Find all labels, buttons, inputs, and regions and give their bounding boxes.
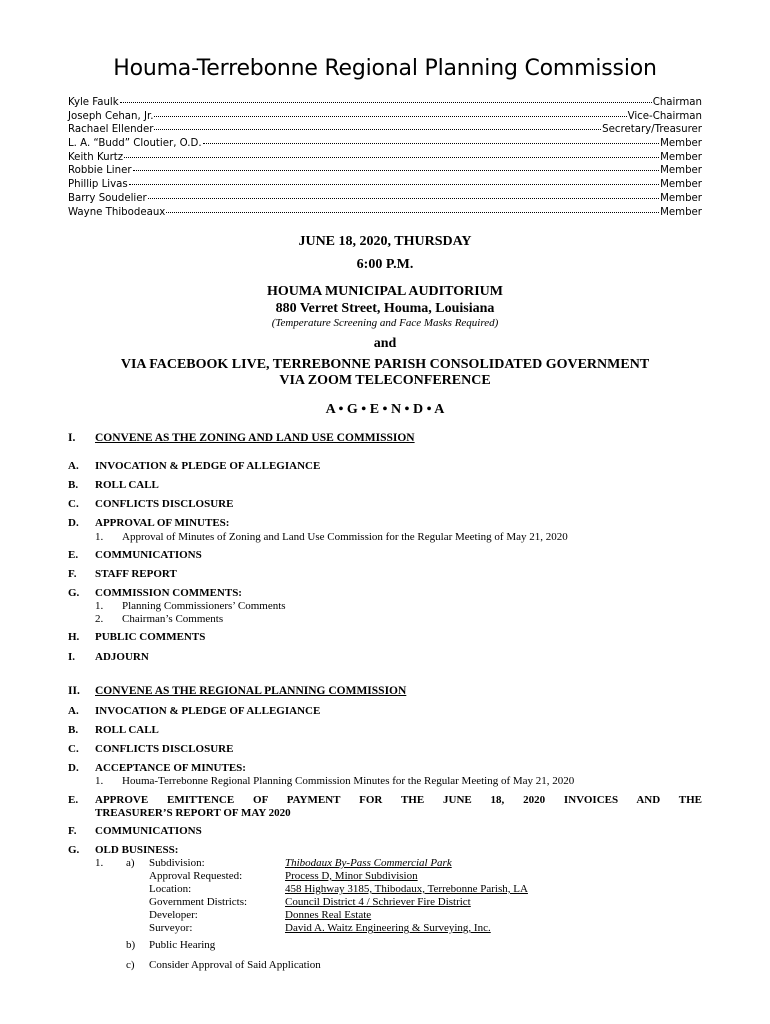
- member-row: [68, 97, 702, 111]
- sub-text: Planning Commissioners’ Comments: [122, 600, 286, 612]
- item-letter: E.: [68, 549, 79, 561]
- sub-text: Chairman’s Comments: [122, 613, 224, 625]
- leader-dots: [133, 170, 660, 171]
- item-text: COMMISSION COMMENTS:: [95, 587, 242, 599]
- member-name: Robbie Liner: [68, 165, 132, 177]
- member-row: [68, 193, 702, 207]
- field-label: Developer:: [149, 909, 198, 921]
- section-title: CONVENE AS THE REGIONAL PLANNING COMMISSION: [95, 685, 407, 697]
- item-letter: H.: [68, 631, 80, 643]
- field-label: Approval Requested:: [149, 870, 243, 882]
- item-letter: B.: [68, 724, 79, 736]
- item-letter: G.: [68, 587, 80, 599]
- sub-number: 1.: [95, 600, 104, 612]
- sub-text: Approval of Minutes of Zoning and Land Use Commission for the Regular Meeting of May 21, 2020: [122, 531, 568, 543]
- field-value: 458 Highway 3185, Thibodaux, Terrebonne Parish, LA: [285, 883, 528, 895]
- ob-letter-c: c): [126, 959, 135, 971]
- item-text: CONFLICTS DISCLOSURE: [95, 743, 234, 755]
- member-row: [68, 165, 702, 179]
- item-text: STAFF REPORT: [95, 568, 177, 580]
- field-value: Donnes Real Estate: [285, 909, 372, 921]
- item-letter: E.: [68, 794, 79, 806]
- item-text: OLD BUSINESS:: [95, 844, 179, 856]
- member-role: Member: [660, 206, 702, 218]
- member-name: Keith Kurtz: [68, 151, 124, 163]
- field-value: Process D, Minor Subdivision: [285, 870, 418, 882]
- meeting-date: JUNE 18, 2020, THURSDAY: [298, 234, 472, 249]
- member-row: [68, 111, 702, 125]
- item-letter: G.: [68, 844, 80, 856]
- member-role: Member: [660, 192, 702, 204]
- member-row: [68, 138, 702, 152]
- member-role: Member: [660, 151, 702, 163]
- item-text: APPROVE EMITTENCE OF PAYMENT FOR THE JUNE 18, 2020 INVOICES AND THE: [95, 794, 702, 806]
- leader-dots: [129, 184, 659, 185]
- member-name: Rachael Ellender: [68, 124, 154, 136]
- sub-text: Houma-Terrebonne Regional Planning Commission Minutes for the Regular Meeting of May 21, 2020: [122, 775, 575, 787]
- member-role: Vice-Chairman: [627, 110, 702, 122]
- field-label: Subdivision:: [149, 857, 205, 869]
- member-role: Member: [660, 138, 702, 150]
- leader-dots: [203, 143, 659, 144]
- sub-number: 2.: [95, 613, 104, 625]
- field-value: Thibodaux By-Pass Commercial Park: [285, 857, 452, 869]
- section-number: II.: [68, 685, 80, 697]
- item-text: APPROVAL OF MINUTES:: [95, 517, 230, 529]
- item-letter: B.: [68, 479, 79, 491]
- ob-number: 1.: [95, 857, 104, 869]
- virtual-line-2: VIA ZOOM TELECONFERENCE: [279, 373, 491, 388]
- meeting-note: (Temperature Screening and Face Masks Required): [271, 317, 499, 329]
- meeting-time: 6:00 P.M.: [356, 257, 414, 272]
- ob-letter-b: b): [126, 939, 136, 951]
- item-text: CONFLICTS DISCLOSURE: [95, 498, 234, 510]
- meeting-venue: HOUMA MUNICIPAL AUDITORIUM: [267, 284, 503, 299]
- ob-letter-a: a): [126, 857, 135, 869]
- sub-number: 1.: [95, 775, 104, 787]
- item-letter: I.: [68, 651, 76, 663]
- member-row: [68, 207, 702, 221]
- member-row: [68, 124, 702, 138]
- item-text: ADJOURN: [95, 651, 149, 663]
- agenda-heading: A • G • E • N • D • A: [325, 402, 445, 417]
- page-title: Houma-Terrebonne Regional Planning Commission: [113, 56, 657, 81]
- member-role: Member: [660, 165, 702, 177]
- and-text: and: [373, 336, 397, 351]
- item-text-continued: TREASURER’S REPORT OF MAY 2020: [95, 807, 291, 819]
- field-value: David A. Waitz Engineering & Surveying, Inc.: [285, 922, 491, 934]
- ob-consider-approval: Consider Approval of Said Application: [149, 959, 321, 971]
- member-role: Chairman: [652, 97, 702, 108]
- section-number: I.: [68, 432, 76, 444]
- member-name: Wayne Thibodeaux: [68, 206, 166, 218]
- item-letter: D.: [68, 517, 79, 529]
- member-name: Joseph Cehan, Jr.: [68, 110, 154, 122]
- member-roster: [68, 97, 702, 220]
- member-row: [68, 152, 702, 166]
- item-text: PUBLIC COMMENTS: [95, 631, 206, 643]
- item-text: INVOCATION & PLEDGE OF ALLEGIANCE: [95, 460, 321, 472]
- section-title: CONVENE AS THE ZONING AND LAND USE COMMISSION: [95, 432, 415, 444]
- leader-dots: [166, 212, 659, 213]
- item-text: ROLL CALL: [95, 479, 159, 491]
- item-text: COMMUNICATIONS: [95, 825, 202, 837]
- item-letter: D.: [68, 762, 79, 774]
- virtual-line-1: VIA FACEBOOK LIVE, TERREBONNE PARISH CONSOLIDATED GOVERNMENT: [120, 357, 650, 372]
- field-label: Government Districts:: [149, 896, 248, 908]
- member-name: L. A. “Budd” Cloutier, O.D.: [68, 138, 202, 150]
- leader-dots: [154, 116, 626, 117]
- member-role: Member: [660, 179, 702, 191]
- item-letter: A.: [68, 705, 79, 717]
- item-text: ACCEPTANCE OF MINUTES:: [95, 762, 246, 774]
- leader-dots: [148, 198, 659, 199]
- meeting-address: 880 Verret Street, Houma, Louisiana: [275, 301, 495, 316]
- ob-public-hearing: Public Hearing: [149, 939, 216, 951]
- item-text: ROLL CALL: [95, 724, 159, 736]
- member-row: [68, 179, 702, 193]
- item-text: COMMUNICATIONS: [95, 549, 202, 561]
- item-text: INVOCATION & PLEDGE OF ALLEGIANCE: [95, 705, 321, 717]
- leader-dots: [120, 102, 652, 103]
- item-letter: C.: [68, 743, 79, 755]
- member-name: Kyle Faulk: [68, 97, 119, 108]
- item-letter: A.: [68, 460, 79, 472]
- leader-dots: [124, 157, 659, 158]
- item-letter: F.: [68, 568, 77, 580]
- item-letter: F.: [68, 825, 77, 837]
- member-name: Phillip Livas: [68, 179, 128, 191]
- item-letter: C.: [68, 498, 79, 510]
- sub-number: 1.: [95, 531, 104, 543]
- member-name: Barry Soudelier: [68, 192, 147, 204]
- field-label: Surveyor:: [149, 922, 193, 934]
- member-role: Secretary/Treasurer: [602, 124, 702, 136]
- field-label: Location:: [149, 883, 192, 895]
- field-value: Council District 4 / Schriever Fire District: [285, 896, 471, 908]
- leader-dots: [154, 129, 601, 130]
